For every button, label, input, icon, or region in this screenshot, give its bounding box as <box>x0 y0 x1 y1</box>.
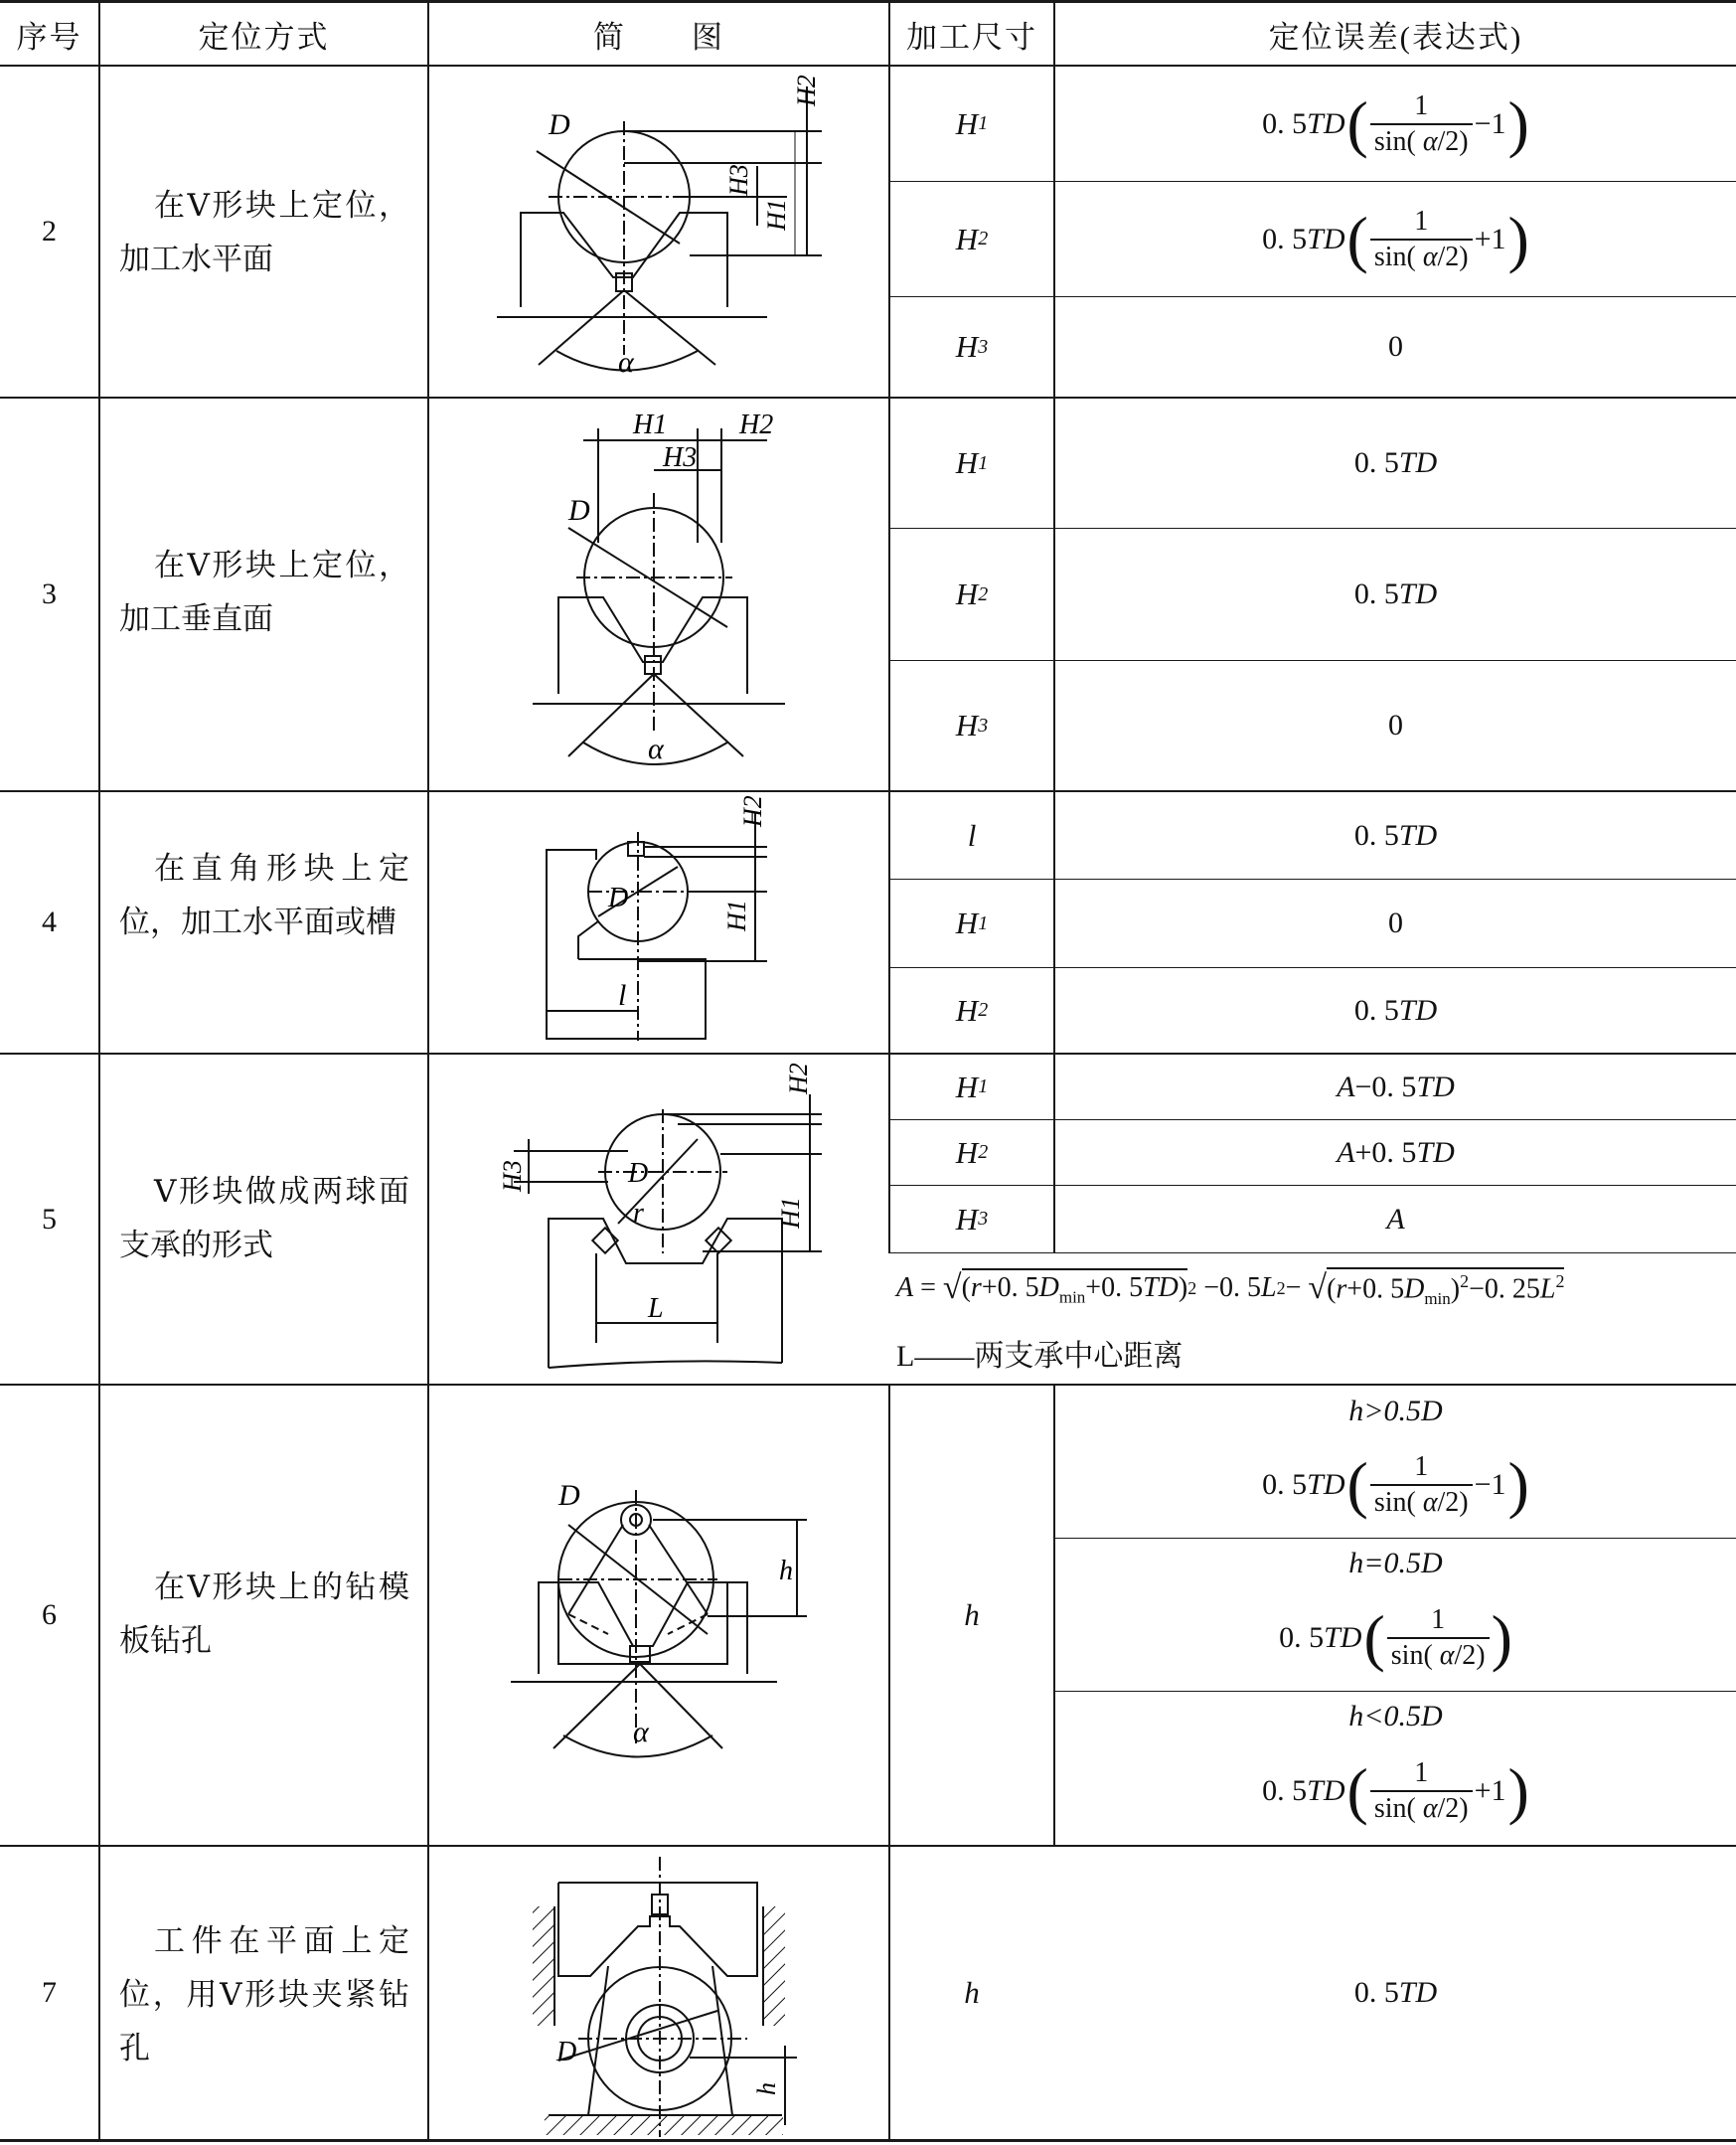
row-method: 工件在平面上定位，用V形块夹紧钻孔 <box>119 1923 409 2066</box>
label-h2: H2 <box>738 795 767 827</box>
fraction-den: sin( α/2) <box>1370 239 1473 274</box>
label-d: D <box>568 494 590 527</box>
dim-h3: H 3 <box>955 329 989 364</box>
sqrt-icon: √ <box>942 1269 962 1306</box>
dim-h2: H 2 <box>955 577 989 611</box>
dim-h2: H 2 <box>955 1134 989 1170</box>
formula-tail: +1 <box>1474 1774 1506 1807</box>
paren-open: ( <box>1346 203 1368 274</box>
error-formula <box>1055 182 1736 296</box>
radicand: (r+0. $5D_{min}+0$. 5TD) <box>962 1268 1188 1308</box>
error-value: 0 <box>1388 907 1403 939</box>
fraction-num: 1 <box>1431 1604 1446 1635</box>
dim-sub: 1 <box>978 1075 989 1097</box>
fraction <box>1370 89 1473 159</box>
fraction <box>1370 1450 1473 1520</box>
label-big-l: L <box>648 1293 664 1324</box>
fraction-den: sin( α/2) <box>1370 123 1473 159</box>
dim-h: h <box>964 1597 980 1632</box>
row-seq: 6 <box>42 1598 57 1631</box>
formula-tail: −1 <box>1474 106 1506 140</box>
hatch-right <box>763 1906 785 2026</box>
row-seq: 5 <box>42 1202 57 1236</box>
formula-coef: 0. 5TD <box>1262 222 1345 255</box>
paren-open: ( <box>1346 1449 1368 1520</box>
label-h3: H3 <box>663 442 698 473</box>
fraction-den: sin( α/2) <box>1370 1484 1473 1520</box>
error-formula <box>1055 67 1736 181</box>
dim-sub: 1 <box>978 911 989 934</box>
error-value: A +0. 5 TD <box>1337 1135 1455 1169</box>
row-method: 在V形块上定位，加工水平面 <box>119 188 409 277</box>
formula-tail: +1 <box>1474 222 1506 255</box>
row-seq: 2 <box>42 215 57 248</box>
paren-close: ) <box>1491 1602 1512 1673</box>
dim-sub: 3 <box>978 335 989 358</box>
paren-close: ) <box>1507 1755 1529 1826</box>
formula-coef: 0. 5TD <box>1279 1621 1362 1654</box>
paren-close: ) <box>1507 87 1529 159</box>
error-formula <box>1055 1435 1736 1535</box>
label-r: r <box>633 1198 644 1229</box>
exponent: 2 <box>1276 1277 1286 1298</box>
dim-sub: 2 <box>978 228 989 249</box>
radicand: (r+0. $5D_{min})^2-0$. $25L^2$ <box>1327 1267 1564 1309</box>
paren-open: ( <box>1346 1755 1368 1826</box>
row-seq: 3 <box>42 578 57 610</box>
fraction-num: 1 <box>1414 205 1429 237</box>
hatch-bottom <box>545 2115 783 2135</box>
label-h1: H1 <box>776 1197 805 1229</box>
case-condition: h=0.5D <box>1348 1547 1443 1579</box>
dim-h1: H 1 <box>955 445 989 480</box>
header-seq: 序号 <box>16 19 82 55</box>
subrow-rule <box>888 1252 1736 1253</box>
label-h2: H2 <box>792 75 821 106</box>
case-condition: h>0.5D <box>1348 1395 1443 1427</box>
error-formula <box>1055 1587 1736 1689</box>
row-method: 在V形块上的钻模板钻孔 <box>119 1569 409 1659</box>
label-alpha: α <box>618 346 634 379</box>
label-h1: H1 <box>762 199 791 231</box>
row-method: 在直角形块上定位，加工水平面或槽 <box>119 851 409 940</box>
diagram-v-clamp <box>429 1847 888 2139</box>
label-h2: H2 <box>784 1063 813 1094</box>
label-alpha: α <box>648 733 664 765</box>
col-rule-1 <box>98 0 100 2142</box>
subrow-rule <box>1053 1538 1736 1539</box>
label-alpha: α <box>633 1716 649 1748</box>
formula-A: A = √ (r+0. $5D_{min}+0$. 5TD) 2 −0. 5 L 2 − √ (r+0. $5D_{min})^2-0$. $25L^2$ <box>896 1269 1565 1308</box>
dim-l: l <box>967 817 977 853</box>
error-value: A <box>1386 1202 1405 1236</box>
formula-note: L——两支承中心距离 <box>896 1340 1184 1373</box>
error-value: 0. 5 TD <box>1353 1976 1438 2009</box>
error-value: A −0. 5 TD <box>1337 1070 1455 1103</box>
hatch-left <box>533 1906 554 2026</box>
dim-sub: 1 <box>978 112 989 134</box>
formula-var: A <box>896 1272 914 1303</box>
label-h3: H3 <box>724 164 753 196</box>
dim-sub: 1 <box>978 451 989 474</box>
header-method: 定位方式 <box>198 19 330 55</box>
case-condition: h<0.5D <box>1348 1700 1443 1732</box>
dim-sub: 2 <box>978 999 989 1021</box>
formula-coef: 0. 5TD <box>1262 106 1345 140</box>
fraction-num: 1 <box>1414 1757 1429 1788</box>
exponent: 2 <box>1187 1277 1197 1298</box>
dim-h2: H 2 <box>955 992 989 1028</box>
dim-h1: H 1 <box>955 1069 989 1104</box>
error-value: 0. 5 TD <box>1353 818 1438 852</box>
dim-h1: H 1 <box>955 906 989 940</box>
header-dimension: 加工尺寸 <box>906 19 1037 55</box>
dim-sub: 3 <box>978 714 989 737</box>
dim-h3: H 3 <box>955 1201 989 1237</box>
header-error: 定位误差(表达式) <box>1268 19 1523 55</box>
fraction-den: sin( α/2) <box>1370 1790 1473 1826</box>
error-value: 0. 5 TD <box>1353 446 1438 479</box>
label-d: D <box>558 1479 580 1512</box>
dim-sub: 2 <box>978 1141 989 1163</box>
label-h1: H1 <box>722 900 751 931</box>
dim-h1: H 1 <box>955 105 989 141</box>
error-value: 0 <box>1388 709 1403 742</box>
fraction <box>1370 1756 1473 1826</box>
diagram-v-block-horizontal <box>429 67 888 397</box>
dim-sub: 2 <box>978 582 989 605</box>
label-d: D <box>549 108 570 141</box>
label-h3: H3 <box>498 1160 527 1192</box>
fraction-den: sin( α/2) <box>1387 1637 1490 1673</box>
paren-open: ( <box>1363 1602 1385 1673</box>
label-l: l <box>618 979 627 1012</box>
header-diagram: 简 图 <box>593 19 724 55</box>
label-d: D <box>628 1158 649 1189</box>
fraction <box>1387 1603 1490 1673</box>
label-h2: H2 <box>739 410 774 440</box>
sqrt-icon: √ <box>1308 1269 1328 1306</box>
formula-coef: 0. 5TD <box>1262 1468 1345 1501</box>
fraction <box>1370 205 1473 274</box>
paren-open: ( <box>1346 87 1368 159</box>
dim-h3: H 3 <box>955 708 989 742</box>
paren-close: ) <box>1507 1449 1529 1520</box>
error-formula <box>1055 1740 1736 1842</box>
label-h: h <box>779 1556 793 1586</box>
paren-close: ) <box>1507 203 1529 274</box>
table-border-bottom <box>0 2139 1736 2142</box>
diagram-two-ball-support <box>429 1055 888 1384</box>
row-method: 在V形块上定位，加工垂直面 <box>119 548 409 637</box>
dim-sub: 3 <box>978 1208 989 1230</box>
row-seq: 7 <box>42 1976 57 2009</box>
dim-h: h <box>964 1975 980 2010</box>
label-h1: H1 <box>633 410 668 440</box>
dim-h2: H 2 <box>955 221 989 256</box>
label-d: D <box>556 2037 577 2067</box>
label-d: D <box>608 883 629 913</box>
error-value: 0. 5 TD <box>1353 993 1438 1027</box>
error-value: 0 <box>1388 330 1403 363</box>
row-seq: 4 <box>42 906 57 938</box>
error-value: 0. 5 TD <box>1353 578 1438 610</box>
diagram-right-angle-block <box>429 792 888 1053</box>
fraction-num: 1 <box>1414 89 1429 121</box>
subrow-rule <box>1053 1691 1736 1692</box>
diagram-drill-plate <box>429 1386 888 1845</box>
formula-coef: 0. 5TD <box>1262 1774 1345 1807</box>
row-method: V形块做成两球面支承的形式 <box>119 1174 409 1263</box>
formula-tail: −1 <box>1474 1468 1506 1501</box>
diagram-v-block-vertical <box>429 399 888 790</box>
fraction-num: 1 <box>1414 1451 1429 1482</box>
label-h: h <box>752 2082 781 2095</box>
